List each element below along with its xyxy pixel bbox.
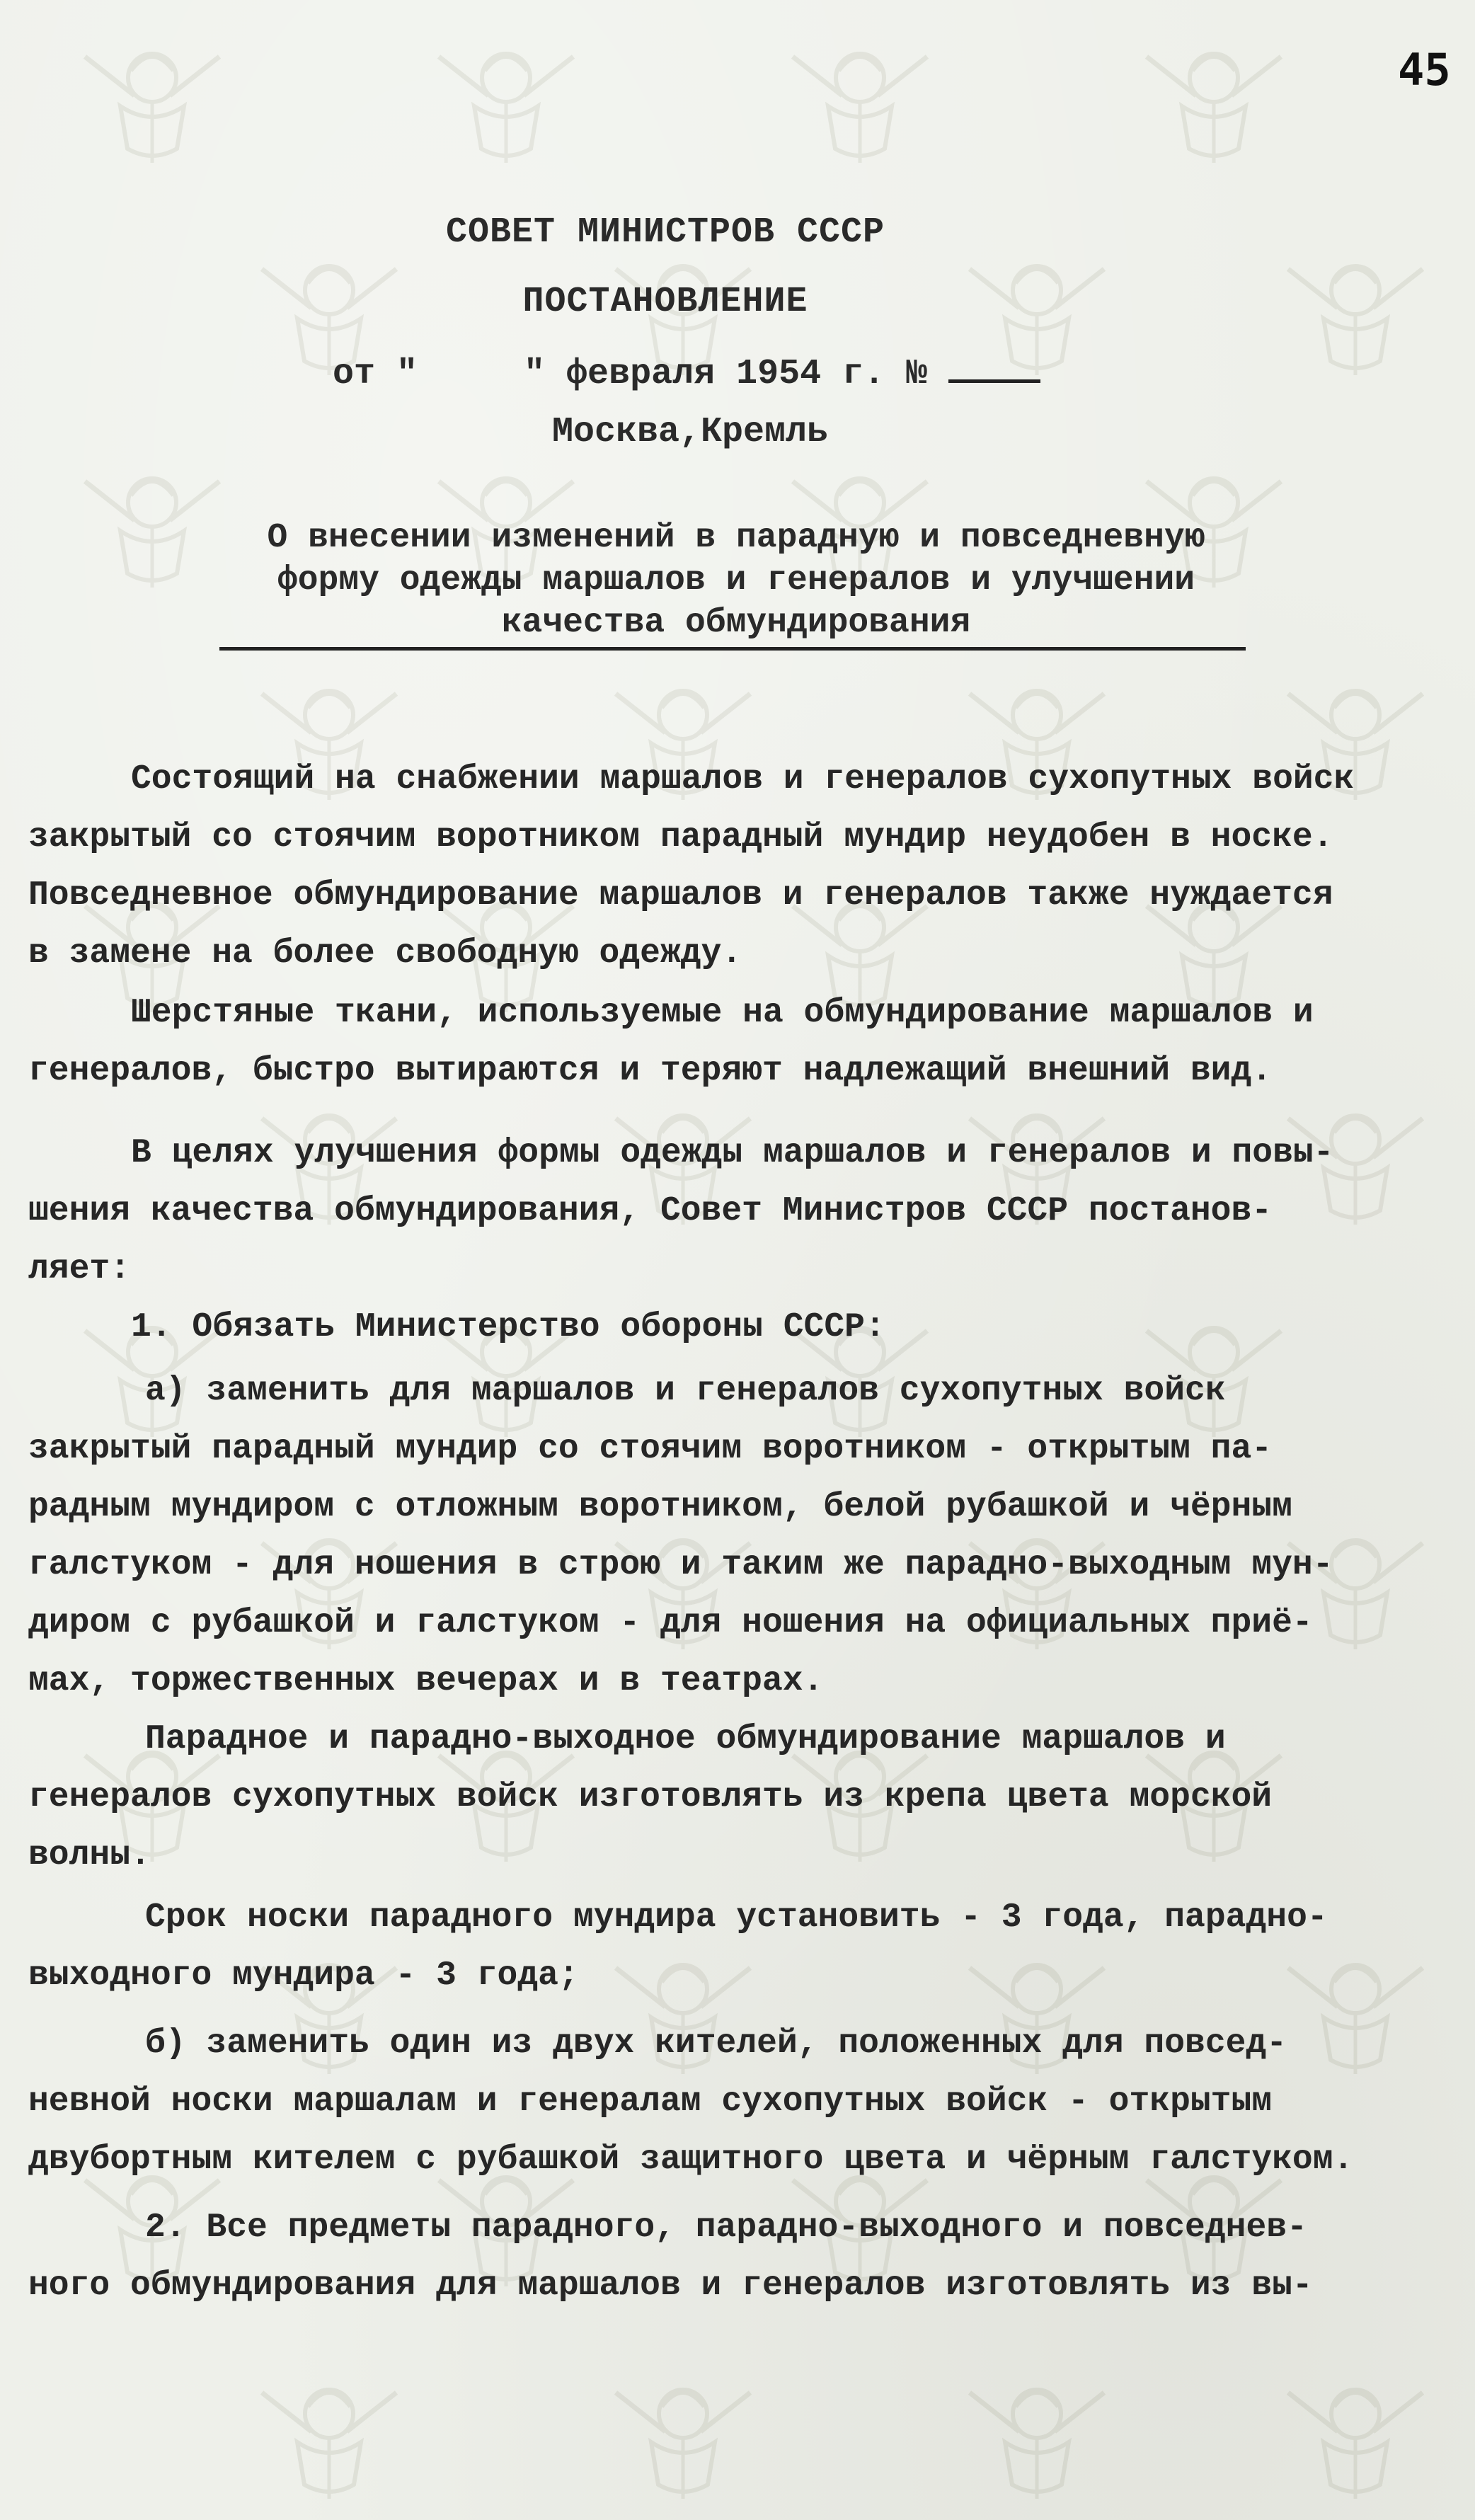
text-line: радным мундиром с отложным воротником, белой рубашкой и чёрным: [28, 1488, 1292, 1526]
text-line: генералов сухопутных войск изготовлять из крепа цвета морской: [28, 1778, 1273, 1816]
document-body: [28, 750, 1465, 2315]
subject-underline: [219, 647, 1246, 651]
date-line: [333, 354, 1040, 394]
text-line: мах, торжественных вечерах и в театрах.: [28, 1662, 824, 1700]
text-line: галстуком - для ношения в строю и таким же парадно-выходным мун-: [28, 1546, 1333, 1584]
watermark-emblem: [425, 28, 587, 170]
text-line: выходного мундира - 3 года;: [28, 1957, 579, 1995]
date-line-text: от " " февраля 1954 г. №: [333, 354, 928, 394]
place-line: Москва,Кремль: [552, 412, 829, 452]
paragraph: [28, 984, 1465, 1100]
watermark-emblem: [248, 2364, 411, 2506]
subject-line: форму одежды маршалов и генералов и улучшении: [277, 561, 1195, 600]
text-line: генералов, быстро вытираются и теряют надлежащий внешний вид.: [28, 1052, 1273, 1090]
subject-heading: [170, 517, 1302, 644]
text-line: 2. Все предметы парадного, парадно-выходного и повседнев-: [145, 2209, 1307, 2247]
text-line: шения качества обмундирования, Совет Министров СССР постанов-: [28, 1192, 1273, 1230]
paragraph: [28, 1710, 1465, 1884]
watermark-emblem: [1274, 241, 1437, 382]
text-line: Состоящий на снабжении маршалов и генералов сухопутных войск: [131, 760, 1355, 798]
subject-line: качества обмундирования: [501, 604, 971, 642]
document-type: ПОСТАНОВЛЕНИЕ: [522, 282, 808, 322]
text-line: закрытый парадный мундир со стоячим воротником - открытым па-: [28, 1430, 1273, 1468]
text-line: Повседневное обмундирование маршалов и генералов также нуждается: [28, 876, 1333, 915]
watermark-emblem: [71, 28, 234, 170]
paragraph: [28, 1889, 1465, 2005]
watermark-emblem: [1132, 28, 1295, 170]
text-line: диром с рубашкой и галстуком - для ношения на официальных приё-: [28, 1604, 1313, 1642]
text-line: волны.: [28, 1836, 151, 1874]
paragraph: [28, 2015, 1465, 2189]
text-line: закрытый со стоячим воротником парадный мундир неудобен в носке.: [28, 818, 1333, 857]
text-line: невной носки маршалам и генералам сухопутных войск - открытым: [28, 2083, 1273, 2121]
paragraph: [28, 750, 1465, 983]
watermark-emblem: [955, 2364, 1118, 2506]
text-line: В целях улучшения формы одежды маршалов и генералов и повы-: [131, 1134, 1334, 1172]
text-line: 1. Обязать Министерство обороны СССР:: [131, 1308, 885, 1346]
paragraph: [28, 1124, 1465, 1298]
text-line: б) заменить один из двух кителей, положенных для повсед-: [145, 2024, 1287, 2063]
page-number: 45: [1398, 44, 1451, 96]
text-line: ного обмундирования для маршалов и генералов изготовлять из вы-: [28, 2267, 1313, 2305]
text-line: Срок носки парадного мундира установить - 3 года, парадно-: [145, 1898, 1328, 1937]
watermark-emblem: [779, 28, 941, 170]
number-blank: [948, 355, 1040, 383]
text-line: ляет:: [28, 1250, 131, 1288]
issuing-body: СОВЕТ МИНИСТРОВ СССР: [445, 212, 885, 253]
text-line: двубортным кителем с рубашкой защитного цвета и чёрным галстуком.: [28, 2141, 1354, 2179]
paragraph: [28, 1298, 1465, 1356]
text-line: в замене на более свободную одежду.: [28, 934, 742, 973]
text-line: а) заменить для маршалов и генералов сухопутных войск: [145, 1372, 1226, 1410]
subject-line: О внесении изменений в парадную и повседневную: [267, 519, 1205, 557]
paragraph: [28, 2199, 1465, 2315]
watermark-emblem: [602, 2364, 764, 2506]
text-line: Шерстяные ткани, используемые на обмундирование маршалов и: [131, 994, 1314, 1032]
paragraph: [28, 1362, 1465, 1710]
text-line: Парадное и парадно-выходное обмундирование маршалов и: [145, 1720, 1226, 1758]
watermark-emblem: [1274, 2364, 1437, 2506]
